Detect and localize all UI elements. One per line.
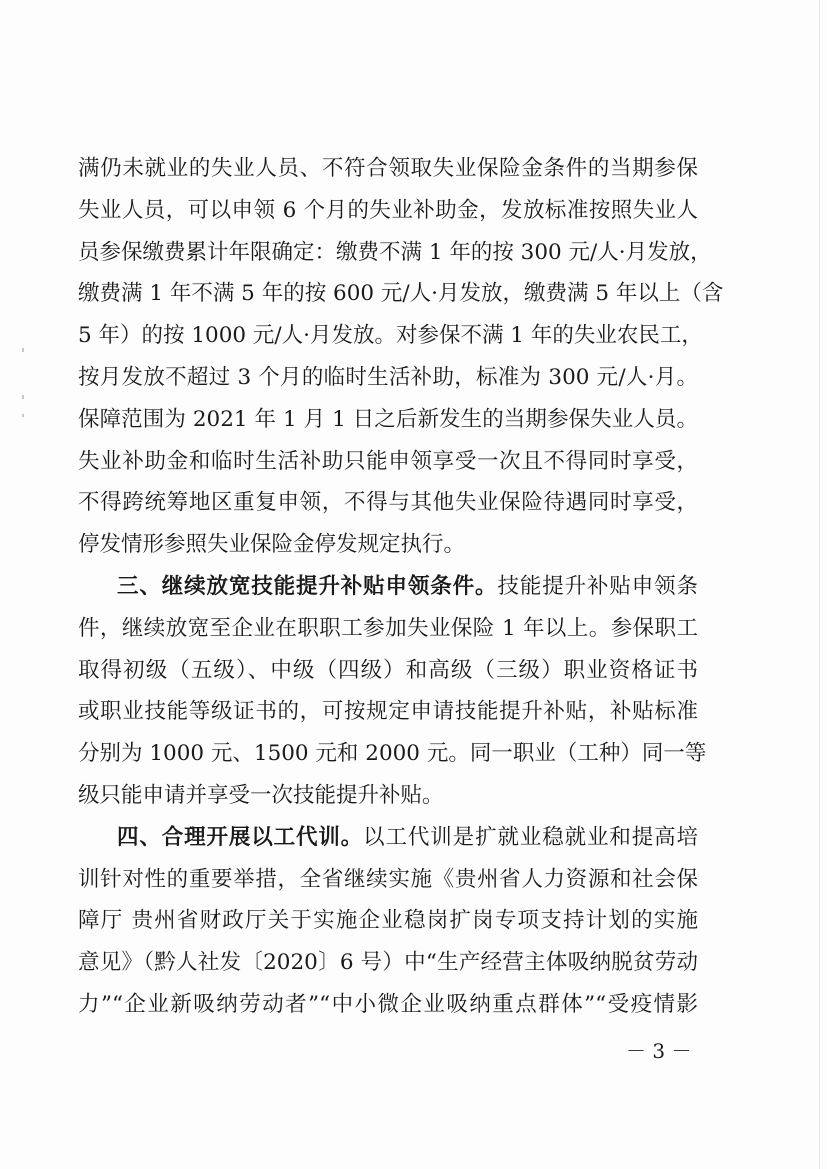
body-line: 取得初级（五级）、中级（四级）和高级（三级）职业资格证书	[78, 658, 698, 683]
body-line: 力”“企业新吸纳劳动者”“中小微企业吸纳重点群体”“受疫情影	[78, 992, 698, 1017]
section-4-first-line-text: 以工代训是扩就业稳就业和提高培	[363, 825, 698, 850]
section-4-heading: 四、合理开展以工代训。	[117, 825, 364, 850]
body-line: 障厅 贵州省财政厅关于实施企业稳岗扩岗专项支持计划的实施	[78, 908, 698, 933]
body-line: 员参保缴费累计年限确定：缴费不满 1 年的按 300 元/人·月发放，	[78, 240, 712, 265]
body-line: 训针对性的重要举措，全省继续实施《贵州省人力资源和社会保	[78, 867, 698, 892]
body-line: 意见》（黔人社发〔2020〕6 号）中“生产经营主体吸纳脱贫劳动	[78, 950, 698, 975]
scan-mark	[22, 414, 24, 417]
body-line: 分别为 1000 元、1500 元和 2000 元。同一职业（工种）同一等	[78, 741, 707, 766]
scan-edge-line	[819, 0, 820, 1169]
section-3-first-line-text: 技能提升补贴申领条	[497, 574, 698, 599]
section-4-first-line	[117, 823, 698, 853]
body-line: 保障范围为 2021 年 1 月 1 日之后新发生的当期参保失业人员。	[78, 407, 698, 432]
section-3-first-line	[117, 572, 698, 602]
body-line: 5 年）的按 1000 元/人·月发放。对参保不满 1 年的失业农民工，	[78, 323, 703, 348]
body-line: 失业补助金和临时生活补助只能申领享受一次且不得同时享受，	[78, 449, 698, 474]
body-line: 停发情形参照失业保险金停发规定执行。	[78, 532, 466, 557]
scan-mark	[22, 348, 24, 352]
scan-mark	[22, 395, 24, 399]
body-line: 级只能申请并享受一次技能提升补贴。	[78, 783, 444, 808]
body-line: 或职业技能等级证书的，可按规定申请技能提升补贴，补贴标准	[78, 699, 698, 724]
body-line: 不得跨统筹地区重复申领，不得与其他失业保险待遇同时享受，	[78, 490, 698, 515]
body-line: 满仍未就业的失业人员、不符合领取失业保险金条件的当期参保	[78, 156, 698, 181]
section-3-heading: 三、继续放宽技能提升补贴申领条件。	[117, 574, 498, 599]
body-line: 按月发放不超过 3 个月的临时生活补助，标准为 300 元/人·月。	[78, 365, 698, 390]
body-line: 件，继续放宽至企业在职职工参加失业保险 1 年以上。参保职工	[78, 616, 698, 641]
body-line: 缴费满 1 年不满 5 年的按 600 元/人·月发放，缴费满 5 年以上（含	[78, 281, 724, 306]
body-line: 失业人员，可以申领 6 个月的失业补助金，发放标准按照失业人	[78, 198, 698, 223]
page-number: － 3 －	[626, 1039, 692, 1063]
